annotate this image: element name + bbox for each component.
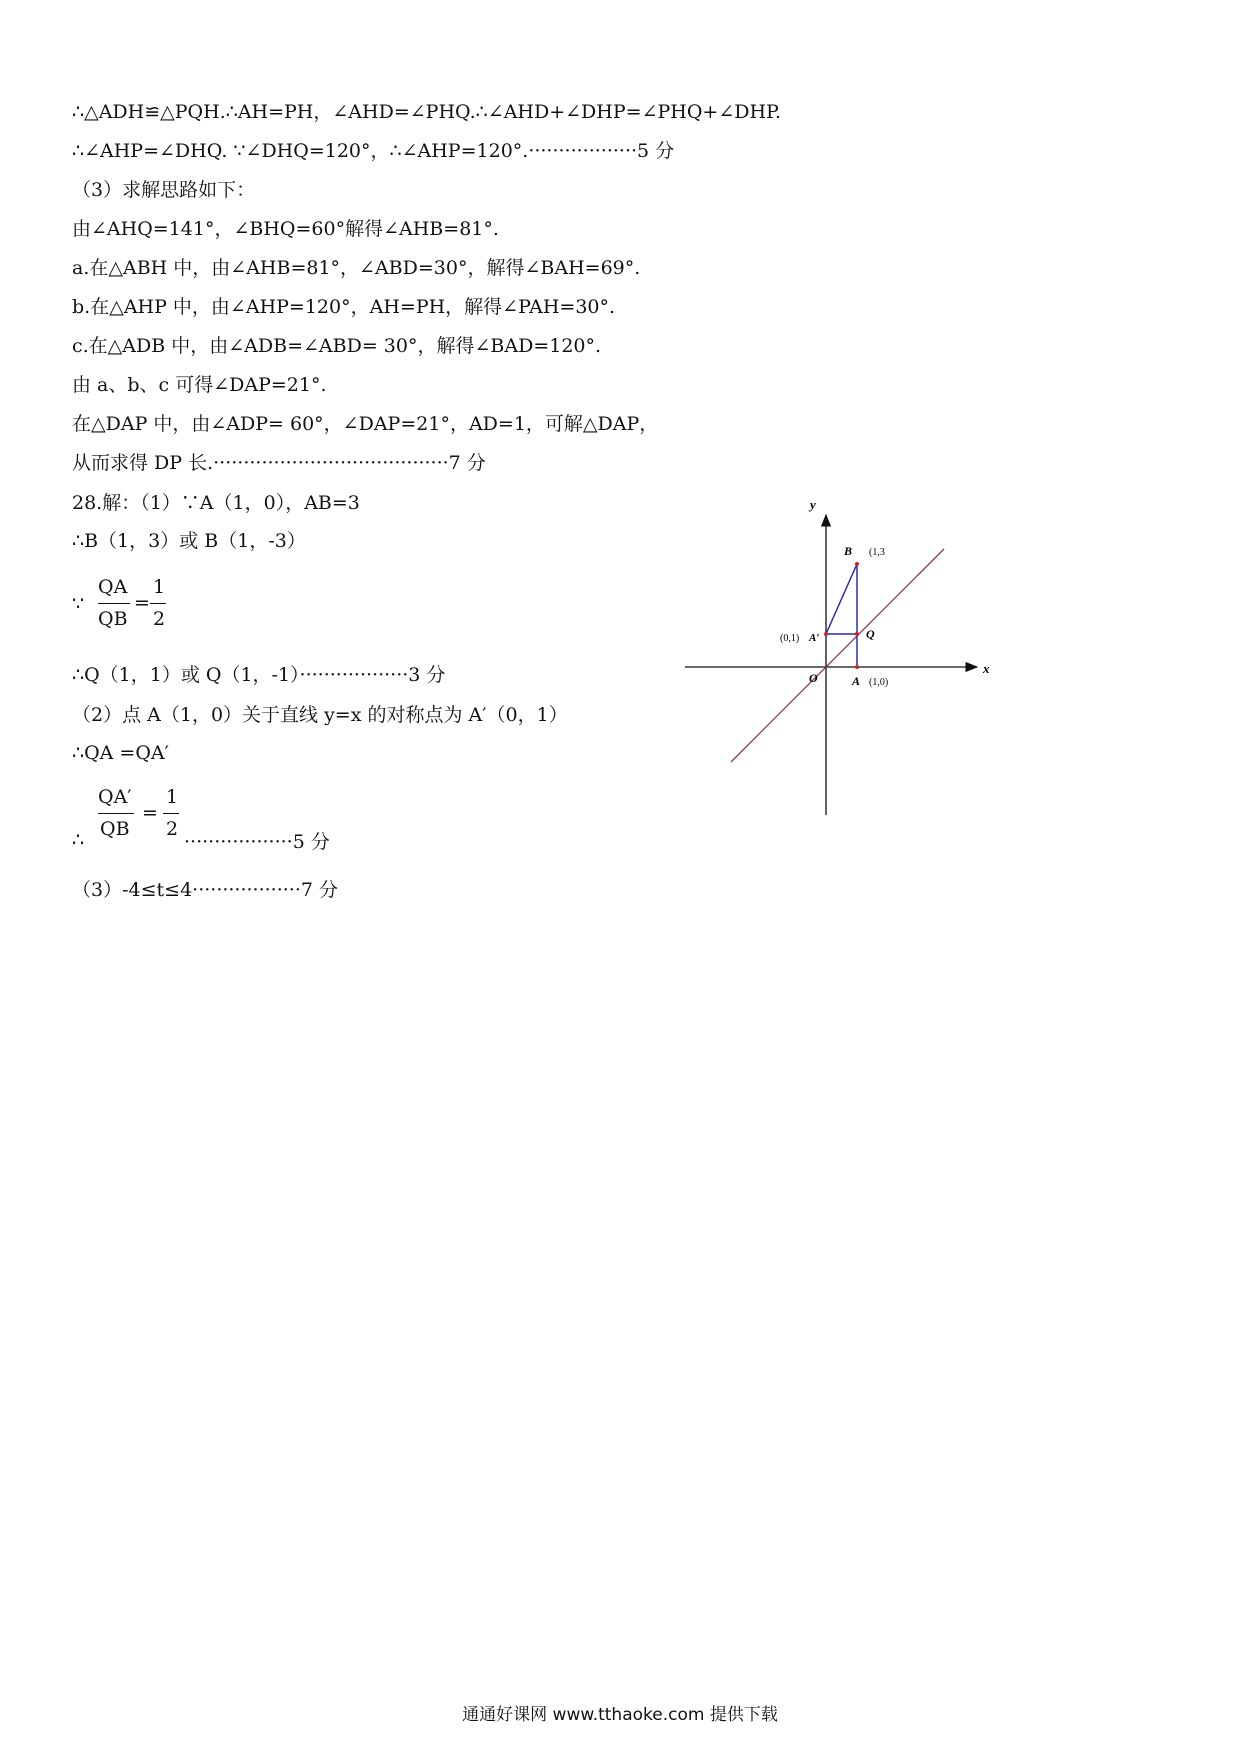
segment-A-prime-B [826, 564, 857, 634]
text-line-2: ∴∠AHP=∠DHQ. ∵∠DHQ=120°，∴∠AHP=120°.··················5 分 [72, 140, 675, 162]
text-line-7: c.在△ADB 中，由∠ADB=∠ABD= 30°，解得∠BAD=120°. [72, 335, 602, 357]
line-y-equals-x [731, 549, 944, 762]
label-B-coord: (1,3 [869, 547, 885, 558]
fraction-2-rhs-numerator: 1 [166, 786, 179, 808]
point-B [855, 562, 859, 566]
coordinate-diagram [685, 495, 1005, 825]
fraction-2-equals: = [142, 802, 158, 824]
label-A-prime: A′ [809, 632, 820, 644]
because-symbol: ∵ [72, 593, 85, 615]
fraction-1-bar [98, 603, 130, 604]
fraction-1-numerator: QA [98, 576, 128, 598]
label-B: B [844, 544, 853, 558]
y-axis-label: y [810, 497, 816, 512]
fraction-2-bar [98, 813, 134, 814]
fraction-1-equals: = [134, 592, 150, 614]
x-axis-label: x [983, 661, 990, 676]
text-line-6: b.在△AHP 中，由∠AHP=120°，AH=PH，解得∠PAH=30°. [72, 296, 616, 318]
fraction-1-rhs-denominator: 2 [153, 608, 166, 630]
text-line-3: （3）求解思路如下： [72, 179, 256, 201]
point-Q [855, 632, 859, 636]
text-line-16: ∴QA =QA′ [72, 742, 169, 764]
point-A [855, 665, 859, 669]
label-Q: Q [866, 627, 875, 641]
point-A-prime [824, 632, 828, 636]
fraction-2-rhs-bar [163, 813, 179, 814]
fraction-1-rhs-numerator: 1 [153, 576, 166, 598]
fraction-1-rhs-bar [150, 603, 166, 604]
text-line-15: （2）点 A（1，0）关于直线 y=x 的对称点为 A′（0，1） [72, 704, 568, 726]
label-A-coord: (1,0) [869, 677, 889, 688]
fraction-1-denominator: QB [98, 608, 128, 630]
text-line-9: 在△DAP 中，由∠ADP= 60°，∠DAP=21°，AD=1，可解△DAP， [72, 413, 659, 435]
fraction-2-rhs-denominator: 2 [166, 818, 179, 840]
text-line-12: ∴B（1，3）或 B（1，-3） [72, 530, 306, 552]
fraction-2-numerator: QA′ [98, 786, 132, 808]
score-5: ··················5 分 [184, 831, 330, 853]
fraction-2-denominator: QB [100, 818, 130, 840]
text-line-5: a.在△ABH 中，由∠AHB=81°，∠ABD=30°，解得∠BAH=69°. [72, 257, 641, 279]
text-line-14: ∴Q（1，1）或 Q（1，-1）··················3 分 [72, 664, 446, 686]
text-line-18: （3）-4≤t≤4··················7 分 [72, 879, 339, 901]
text-line-11: 28.解：（1）∵A（1，0），AB=3 [72, 492, 360, 514]
text-line-1: ∴△ADH≌△PQH.∴AH=PH，∠AHD=∠PHQ.∴∠AHD+∠DHP=∠PHQ+∠DHP. [72, 101, 782, 123]
text-line-4: 由∠AHQ=141°，∠BHQ=60°解得∠AHB=81°. [72, 218, 499, 240]
label-A: A [852, 674, 861, 688]
label-A-prime-coord: (0,1) [780, 633, 800, 644]
origin-label: O [809, 671, 818, 685]
text-line-8: 由 a、b、c 可得∠DAP=21°. [72, 374, 327, 396]
therefore-symbol: ∴ [72, 829, 85, 851]
page-footer: 通通好课网 www.tthaoke.com 提供下载 [462, 1705, 778, 1725]
text-line-10: 从而求得 DP 长.·······································7 分 [72, 452, 486, 474]
